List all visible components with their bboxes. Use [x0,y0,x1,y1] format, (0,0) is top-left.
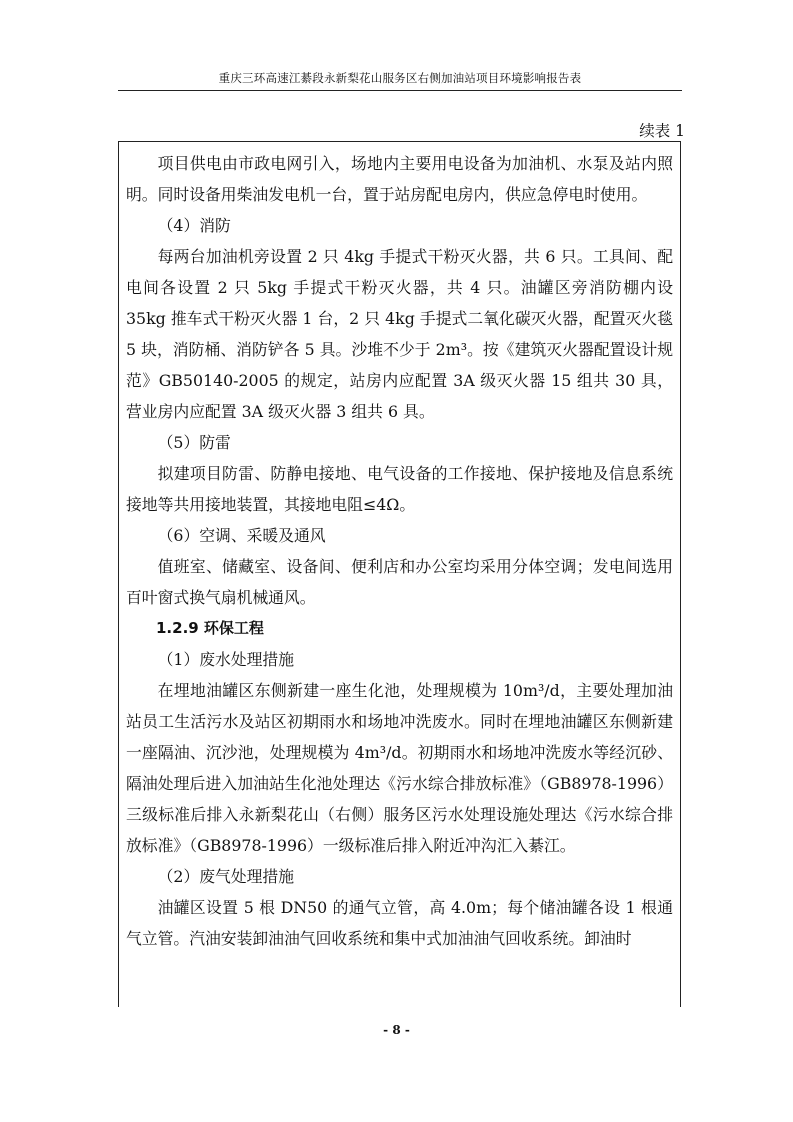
page-number: - 8 - [383,1023,410,1037]
subheading-fire-protection: （4）消防 [157,216,231,235]
page-header-title: 重庆三环高速江綦段永新梨花山服务区右侧加油站项目环境影响报告表 [218,71,582,85]
subheading-hvac: （6）空调、采暖及通风 [157,526,326,545]
content-table-cell [118,141,681,1007]
paragraph-fire-protection: 每两台加油机旁设置 2 只 4kg 手提式干粉灭火器，共 6 只。工具间、配电间各设置 2 只 5kg 手提式干粉灭火器，共 4 只。油罐区旁消防棚内设 35kg 推车式干粉灭火器 1 台，2 只 4kg 手提式二氧化碳灭火器，配置灭火毯 5 块，消防桶、消防铲各 5 具。沙堆不少于 2m³。按《建筑灭火器配置设计规范》GB50140-2005 的规定，站房内应配置 3A 级灭火器 15 组共 30 具，营业房内应配置 3A 级灭火器 3 组共 6 具。 [126,247,673,421]
subheading-wastewater: （1）废水处理措施 [157,650,295,669]
section-heading-environmental-works: 1.2.9 环保工程 [156,619,264,637]
continued-label: 续表 1 [639,122,685,140]
paragraph-power-supply: 项目供电由市政电网引入，场地内主要用电设备为加油机、水泵及站内照明。同时设备用柴油发电机一台，置于站房配电房内，供应急停电时使用。 [126,154,673,204]
header-rule [118,90,682,91]
paragraph-wastewater: 在埋地油罐区东侧新建一座生化池，处理规模为 10m³/d，主要处理加油站员工生活污水及站区初期雨水和场地冲洗废水。同时在埋地油罐区东侧新建一座隔油、沉沙池，处理规模为 4m³/d。初期雨水和场地冲洗废水等经沉砂、隔油处理后进入加油站生化池处理达《污水综合排放标准》（GB8978-1996）三级标准后排入永新梨花山（右侧）服务区污水处理设施处理达《污水综合排放标准》（GB8978-1996）一级标准后排入附近冲沟汇入綦江。 [126,681,673,855]
paragraph-hvac: 值班室、储藏室、设备间、便利店和办公室均采用分体空调；发电间选用百叶窗式换气扇机械通风。 [126,557,673,607]
subheading-exhaust-gas: （2）废气处理措施 [157,867,295,886]
paragraph-exhaust-gas: 油罐区设置 5 根 DN50 的通气立管，高 4.0m；每个储油罐各设 1 根通气立管。汽油安装卸油油气回收系统和集中式加油油气回收系统。卸油时 [126,898,673,948]
subheading-lightning-protection: （5）防雷 [157,433,231,452]
paragraph-lightning-protection: 拟建项目防雷、防静电接地、电气设备的工作接地、保护接地及信息系统接地等共用接地装置，其接地电阻≤4Ω。 [126,464,673,514]
